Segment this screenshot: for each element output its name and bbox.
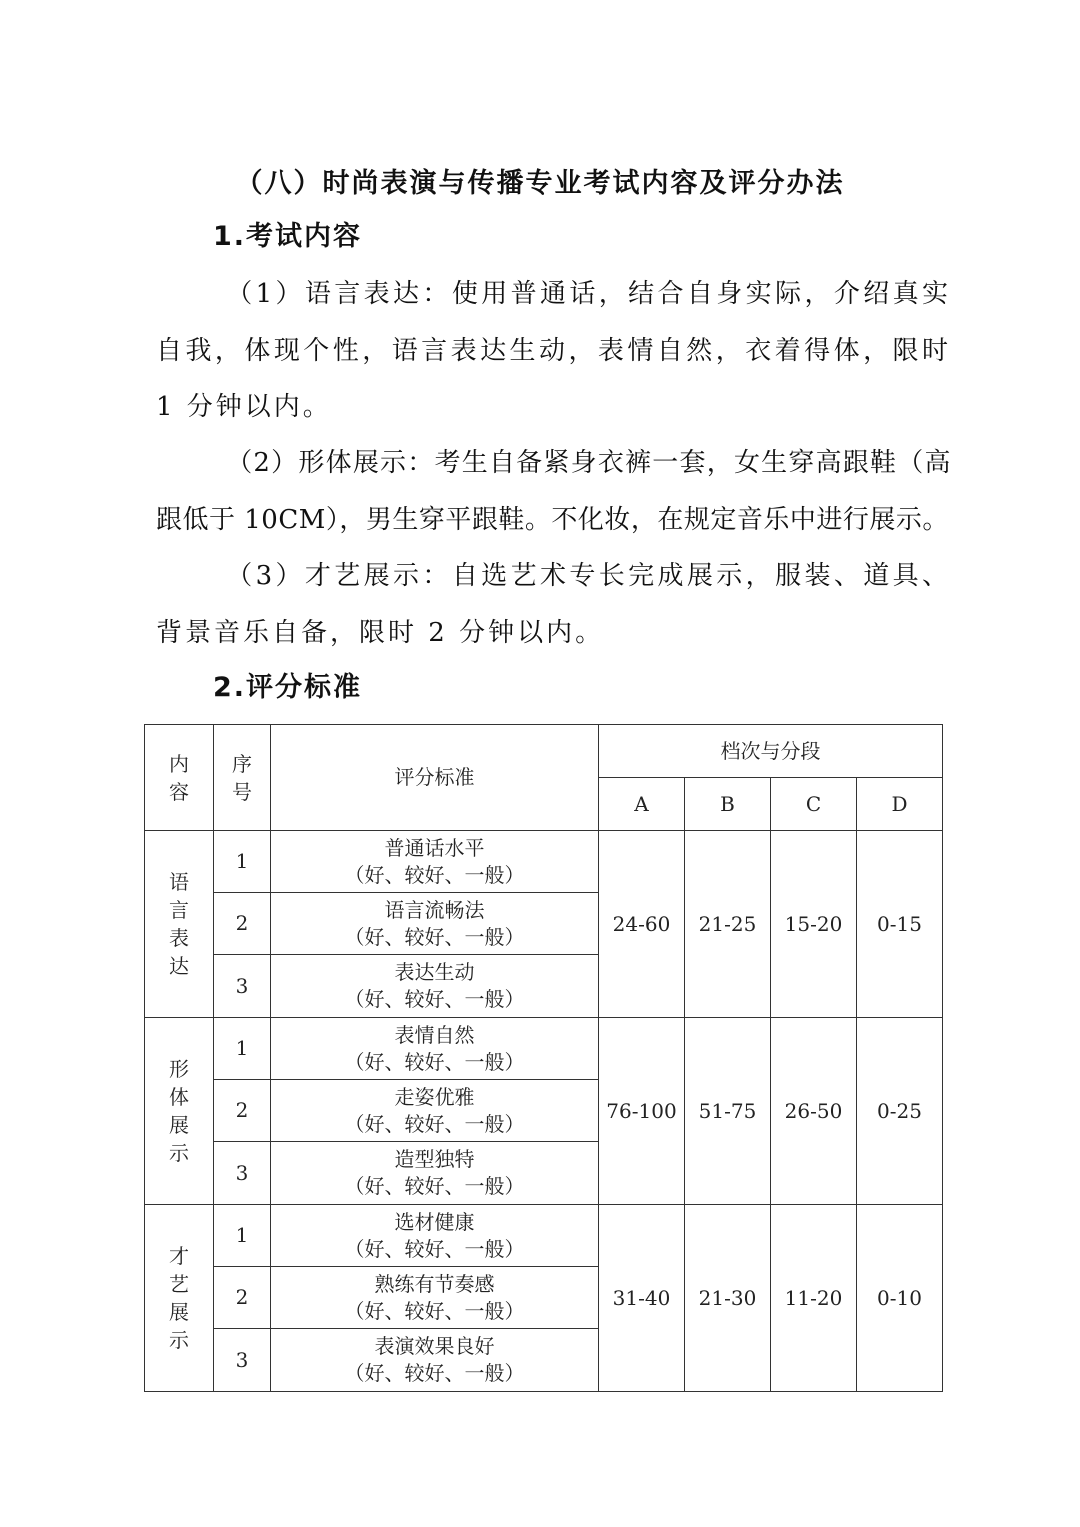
range-b: 21-30 bbox=[685, 1205, 771, 1392]
group-label: 才艺展示 bbox=[145, 1205, 214, 1392]
range-a: 24-60 bbox=[599, 831, 685, 1018]
criteria-cell: 普通话水平 （好、较好、一般） bbox=[271, 831, 599, 893]
row-seq: 3 bbox=[214, 955, 271, 1018]
criteria-cell: 造型独特 （好、较好、一般） bbox=[271, 1142, 599, 1205]
row-seq: 1 bbox=[214, 831, 271, 893]
criteria-cell: 熟练有节奏感 （好、较好、一般） bbox=[271, 1267, 599, 1329]
criteria-cell: 表演效果良好 （好、较好、一般） bbox=[271, 1329, 599, 1392]
table-row bbox=[145, 1205, 943, 1267]
criteria-cell: 走姿优雅 （好、较好、一般） bbox=[271, 1080, 599, 1142]
header-grade-a: A bbox=[599, 778, 685, 831]
header-content: 内容 bbox=[145, 725, 214, 831]
row-seq: 1 bbox=[214, 1205, 271, 1267]
range-a: 31-40 bbox=[599, 1205, 685, 1392]
range-a: 76-100 bbox=[599, 1018, 685, 1205]
criteria-cell: 语言流畅法 （好、较好、一般） bbox=[271, 893, 599, 955]
section-heading-scoring-standard: 2.评分标准 bbox=[213, 672, 363, 703]
header-seq: 序号 bbox=[214, 725, 271, 831]
criteria-cell: 表达生动 （好、较好、一般） bbox=[271, 955, 599, 1018]
table-row bbox=[145, 831, 943, 893]
range-c: 11-20 bbox=[771, 1205, 857, 1392]
paragraph-body-display: （2）形体展示：考生自备紧身衣裤一套，女生穿高跟鞋（高跟低于 10CM），男生穿平跟鞋。不化妆，在规定音乐中进行展示。 bbox=[156, 448, 951, 535]
document-title: （八）时尚表演与传播专业考试内容及评分办法 bbox=[235, 168, 845, 199]
table-header-row bbox=[145, 725, 943, 778]
row-seq: 2 bbox=[214, 1080, 271, 1142]
row-seq: 1 bbox=[214, 1018, 271, 1080]
scoring-table bbox=[144, 724, 943, 1392]
range-b: 21-25 bbox=[685, 831, 771, 1018]
row-seq: 2 bbox=[214, 893, 271, 955]
header-grade-c: C bbox=[771, 778, 857, 831]
criteria-cell: 选材健康 （好、较好、一般） bbox=[271, 1205, 599, 1267]
row-seq: 3 bbox=[214, 1142, 271, 1205]
range-d: 0-10 bbox=[857, 1205, 943, 1392]
paragraph-talent-display: （3）才艺展示：自选艺术专长完成展示，服装、道具、背景音乐自备，限时 2 分钟以内。 bbox=[156, 561, 951, 648]
range-d: 0-15 bbox=[857, 831, 943, 1018]
row-seq: 3 bbox=[214, 1329, 271, 1392]
paragraph-language-expression: （1）语言表达：使用普通话，结合自身实际，介绍真实自我，体现个性，语言表达生动，表情自然，衣着得体，限时 1 分钟以内。 bbox=[156, 279, 951, 422]
section-heading-exam-content: 1.考试内容 bbox=[213, 221, 363, 252]
header-grade-d: D bbox=[857, 778, 943, 831]
header-grade-b: B bbox=[685, 778, 771, 831]
group-label: 语言表达 bbox=[145, 831, 214, 1018]
range-d: 0-25 bbox=[857, 1018, 943, 1205]
header-criteria: 评分标准 bbox=[271, 725, 599, 831]
range-c: 26-50 bbox=[771, 1018, 857, 1205]
criteria-cell: 表情自然 （好、较好、一般） bbox=[271, 1018, 599, 1080]
range-b: 51-75 bbox=[685, 1018, 771, 1205]
group-label: 形体展示 bbox=[145, 1018, 214, 1205]
range-c: 15-20 bbox=[771, 831, 857, 1018]
header-grades: 档次与分段 bbox=[599, 725, 943, 778]
table-row bbox=[145, 1018, 943, 1080]
row-seq: 2 bbox=[214, 1267, 271, 1329]
